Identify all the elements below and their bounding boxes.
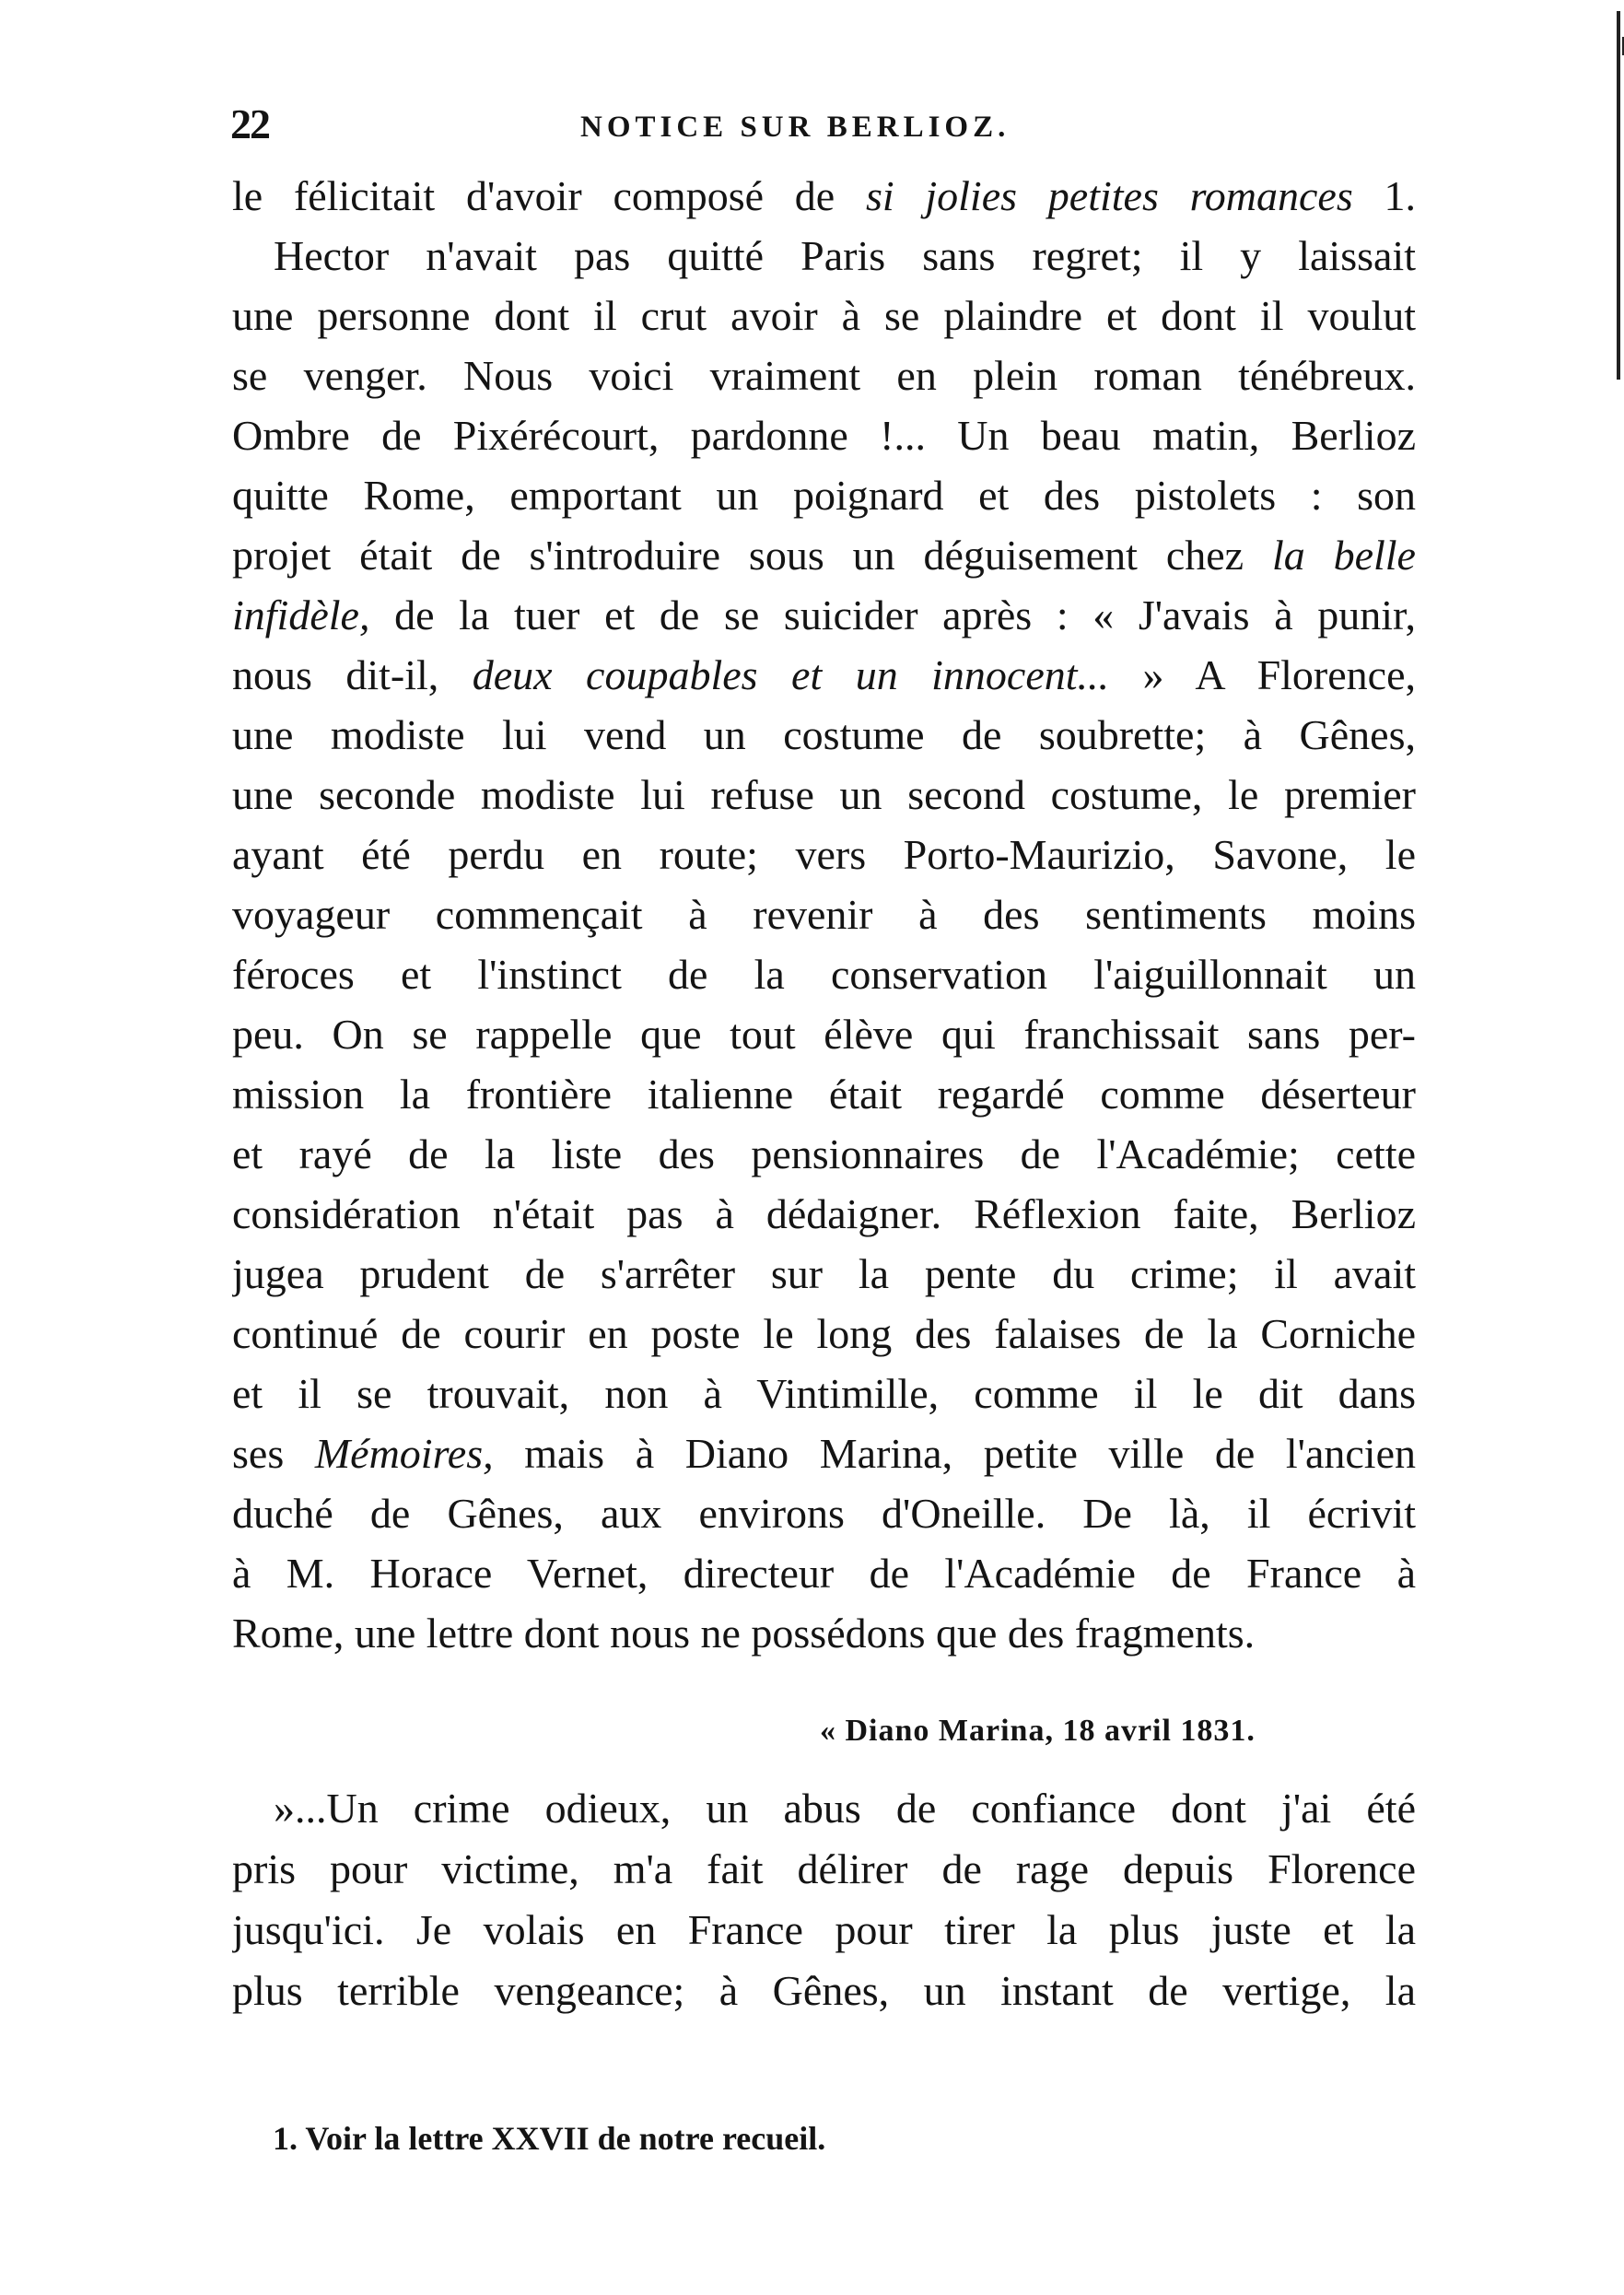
text-line: infidèle, de la tuer et de se suicider après : « J'avais à punir, xyxy=(232,591,1416,638)
main-text xyxy=(232,166,1416,1663)
text-line: et il se trouvait, non à Vintimille, comme il le dit dans xyxy=(232,1370,1416,1417)
text-line: ses Mémoires, mais à Diano Marina, petite ville de l'ancien xyxy=(232,1430,1416,1477)
text-line: féroces et l'instinct de la conservation l'aiguillonnait un xyxy=(232,951,1416,998)
text-line: Rome, une lettre dont nous ne possédons que des fragments. xyxy=(232,1610,1256,1657)
text-line: Hector n'avait pas quitté Paris sans regret; il y laissait xyxy=(274,232,1416,279)
letter-line: plus terrible vengeance; à Gênes, un instant de vertige, la xyxy=(232,1967,1416,2014)
scan-edge-mark xyxy=(1617,11,1620,380)
text-line: mission la frontière italienne était regardé comme déserteur xyxy=(232,1071,1416,1118)
letter-line: jusqu'ici. Je volais en France pour tirer la plus juste et la xyxy=(232,1906,1416,1953)
footnote: 1. Voir la lettre XXVII de notre recueil. xyxy=(273,2120,826,2157)
text-line: voyageur commençait à revenir à des sentiments moins xyxy=(232,891,1416,938)
running-title: NOTICE SUR BERLIOZ. xyxy=(580,111,1011,144)
letter-line: pris pour victime, m'a fait délirer de rage depuis Florence xyxy=(232,1845,1416,1892)
text-line: projet était de s'introduire sous un déguisement chez la belle xyxy=(232,532,1416,579)
text-line: une seconde modiste lui refuse un second costume, le premier xyxy=(232,771,1416,818)
text-line: continué de courir en poste le long des falaises de la Corniche xyxy=(232,1310,1416,1357)
text-line: une personne dont il crut avoir à se plaindre et dont il voulut xyxy=(232,292,1416,339)
text-line: considération n'était pas à dédaigner. Réflexion faite, Berlioz xyxy=(232,1190,1416,1237)
page-header xyxy=(230,100,1419,155)
page-number: 22 xyxy=(230,100,269,147)
text-line: peu. On se rappelle que tout élève qui franchissait sans per- xyxy=(232,1011,1416,1058)
text-line: quitte Rome, emportant un poignard et des pistolets : son xyxy=(232,472,1416,519)
letter-dateline: « Diano Marina, 18 avril 1831. xyxy=(820,1714,1256,1748)
letter-quotation xyxy=(232,1778,1416,2021)
text-line: jugea prudent de s'arrêter sur la pente du crime; il avait xyxy=(232,1250,1416,1297)
text-line: ayant été perdu en route; vers Porto-Maurizio, Savone, le xyxy=(232,831,1416,878)
text-line: une modiste lui vend un costume de soubrette; à Gênes, xyxy=(232,711,1416,758)
text-line: se venger. Nous voici vraiment en plein roman ténébreux. xyxy=(232,352,1416,399)
text-line: duché de Gênes, aux environs d'Oneille. De là, il écrivit xyxy=(232,1490,1416,1537)
text-line: le félicitait d'avoir composé de si jolies petites romances 1. xyxy=(232,172,1416,219)
text-line: et rayé de la liste des pensionnaires de l'Académie; cette xyxy=(232,1130,1416,1177)
letter-line: »...Un crime odieux, un abus de confiance dont j'ai été xyxy=(274,1785,1416,1832)
text-line: Ombre de Pixérécourt, pardonne !... Un beau matin, Berlioz xyxy=(232,412,1416,459)
text-line: à M. Horace Vernet, directeur de l'Académie de France à xyxy=(232,1550,1416,1597)
text-line: nous dit-il, deux coupables et un innocent... » A Florence, xyxy=(232,651,1416,698)
